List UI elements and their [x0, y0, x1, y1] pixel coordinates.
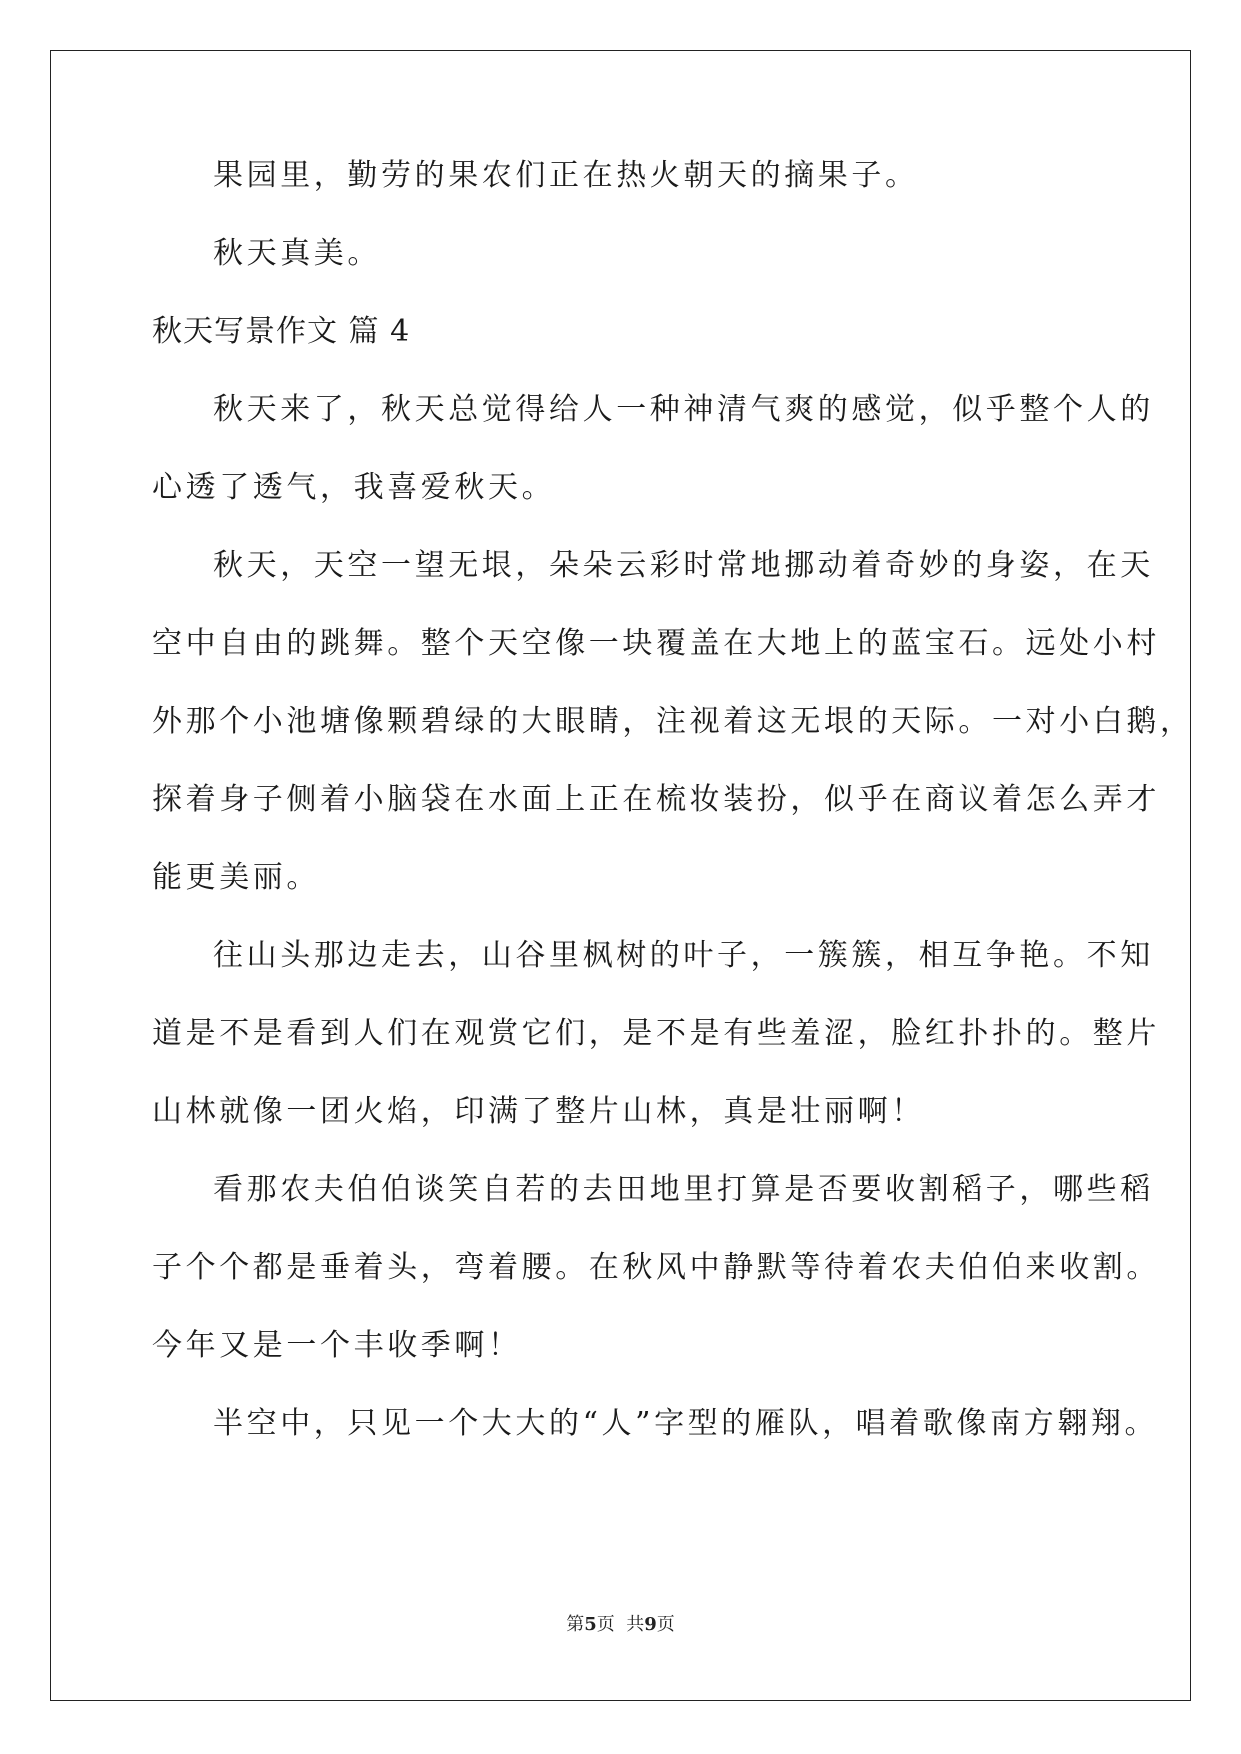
footer-prefix: 第: [566, 1614, 585, 1635]
paragraph-line: 果园里，勤劳的果农们正在热火朝天的摘果子。: [213, 158, 919, 193]
paragraph-line: 心透了透气，我喜爱秋天。: [152, 470, 556, 505]
paragraph-line: 秋天，天空一望无垠，朵朵云彩时常地挪动着奇妙的身姿，在天: [213, 548, 1154, 583]
paragraph-line: 看那农夫伯伯谈笑自若的去田地里打算是否要收割稻子，哪些稻: [213, 1172, 1154, 1207]
footer-suffix: 页: [656, 1614, 675, 1635]
paragraph-line: 能更美丽。: [152, 860, 320, 895]
paragraph-line: 往山头那边走去，山谷里枫树的叶子，一簇簇，相互争艳。不知: [213, 938, 1154, 973]
total-page-number: 9: [644, 1614, 657, 1635]
paragraph-line: 今年又是一个丰收季啊！: [152, 1328, 522, 1363]
current-page-number: 5: [584, 1614, 597, 1635]
page-footer: [0, 1613, 1241, 1637]
paragraph-line: 子个个都是垂着头，弯着腰。在秋风中静默等待着农夫伯伯来收割。: [152, 1250, 1160, 1285]
paragraph-line: 秋天来了，秋天总觉得给人一种神清气爽的感觉，似乎整个人的: [213, 392, 1154, 427]
paragraph-line: 道是不是看到人们在观赏它们，是不是有些羞涩，脸红扑扑的。整片: [152, 1016, 1160, 1051]
paragraph-line: 外那个小池塘像颗碧绿的大眼睛，注视着这无垠的天际。一对小白鹅，: [152, 704, 1194, 739]
paragraph-line: 山林就像一团火焰，印满了整片山林，真是壮丽啊！: [152, 1094, 925, 1129]
footer-mid: 页 共: [596, 1614, 645, 1635]
paragraph-line: 探着身子侧着小脑袋在水面上正在梳妆装扮，似乎在商议着怎么弄才: [152, 782, 1160, 817]
section-heading: 秋天写景作文 篇 4: [152, 314, 411, 349]
paragraph-line: 半空中，只见一个大大的“人”字型的雁队，唱着歌像南方翱翔。: [213, 1406, 1159, 1441]
paragraph-line: 空中自由的跳舞。整个天空像一块覆盖在大地上的蓝宝石。远处小村: [152, 626, 1160, 661]
paragraph-line: 秋天真美。: [213, 236, 381, 271]
